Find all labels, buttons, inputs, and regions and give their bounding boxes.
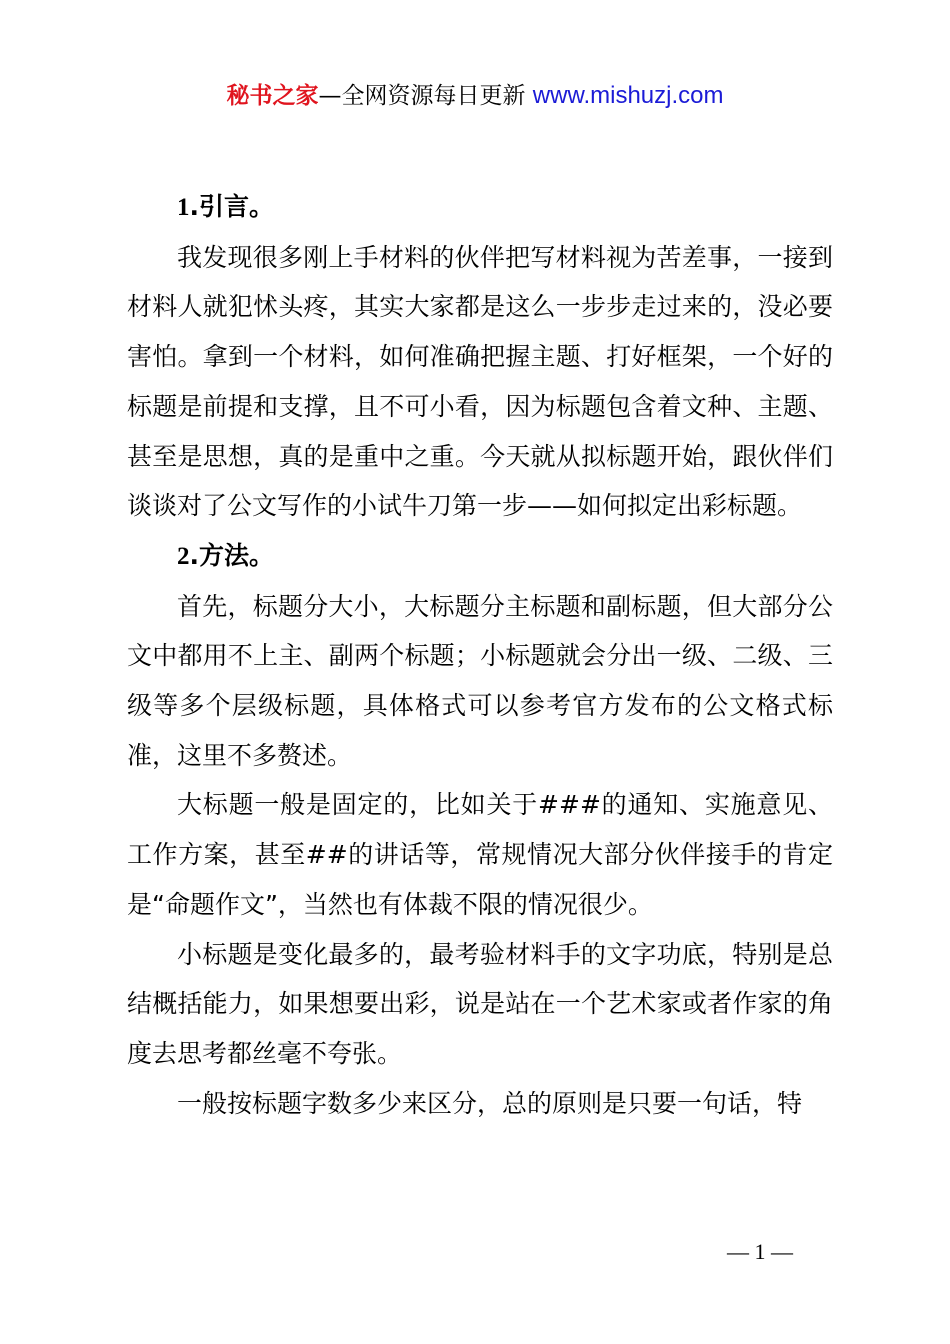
paragraph: 我发现很多刚上手材料的伙伴把写材料视为苦差事，一接到材料人就犯怵头疼，其实大家都是这么一步步走过来的，没必要害怕。拿到一个材料，如何准确把握主题、打好框架，一个好的标题是前提和支撑，且不可小看，因为标题包含着文种、主题、甚至是思想，真的是重中之重。今天就从拟标题开始，跟伙伴们谈谈对了公文写作的小试牛刀第一步——如何拟定出彩标题。 [127, 242, 833, 521]
page-number: — 1 — [727, 1239, 793, 1264]
section-heading-intro [127, 182, 833, 233]
site-brand: 秘书之家 [226, 83, 319, 109]
paragraph: 小标题是变化最多的，最考验材料手的文字功底，特别是总结概括能力，如果想要出彩，说是站在一个艺术家或者作家的角度去思考都丝毫不夸张。 [127, 939, 833, 1068]
paragraph: 一般按标题字数多少来区分，总的原则是只要一句话，特 [177, 1088, 803, 1118]
site-url-link[interactable]: www.mishuzj.com [532, 82, 724, 109]
section-heading-number: 1 [177, 194, 190, 221]
paragraph: 首先，标题分大小，大标题分主标题和副标题，但大部分公文中都用不上主、副两个标题；小标题就会分出一级、二级、三级等多个层级标题，具体格式可以参考官方发布的公文格式标准，这里不多赘述。 [127, 591, 833, 770]
site-header [0, 80, 950, 112]
site-tagline: —全网资源每日更新 [318, 83, 526, 109]
section-heading-number: 2 [177, 542, 190, 570]
section-heading-label: .引言。 [189, 192, 274, 221]
paragraph: 大标题一般是固定的，比如关于###的通知、实施意见、工作方案，甚至##的讲话等，常规情况大部分伙伴接手的肯定是“命题作文”，当然也有体裁不限的情况很少。 [127, 790, 833, 919]
section-heading-method [127, 531, 833, 582]
document-body [127, 182, 833, 1128]
section-heading-label: .方法。 [189, 540, 274, 570]
